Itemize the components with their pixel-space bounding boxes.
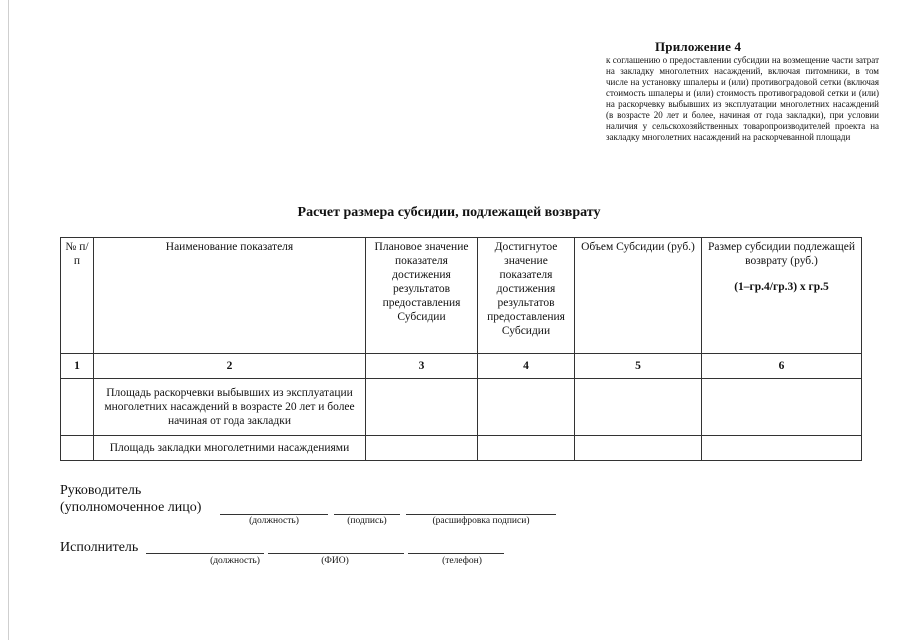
- appendix-title: Приложение 4: [655, 39, 742, 54]
- table-cell: [575, 379, 702, 436]
- table-cell: [61, 379, 94, 436]
- header-cell-refund-amount: [702, 238, 862, 354]
- row-indicator-name: Площадь раскорчевки выбывших из эксплуатации многолетних насаждений в возрасте 20 лет и более начиная от года закладки: [94, 379, 366, 436]
- header-cell-planned-value: Плановое значение показателя достижения результатов предоставления Субсидии: [366, 238, 478, 354]
- row-indicator-name: Площадь закладки многолетними насаждениями: [94, 436, 366, 461]
- column-number: 4: [478, 354, 575, 379]
- column-number: 1: [61, 354, 94, 379]
- head-caption-name: (расшифровка подписи): [432, 516, 530, 526]
- executor-caption-phone: (телефон): [442, 556, 482, 566]
- column-number: 2: [94, 354, 366, 379]
- table-row: [61, 379, 862, 436]
- column-number: 3: [366, 354, 478, 379]
- head-signature-line: [334, 514, 400, 515]
- appendix-note: к соглашению о предоставлении субсидии на возмещение части затрат на закладку многолетних насаждений, включая питомники, в том числе на установку шпалеры и (или) противоградовой сетки (включая стоимость шпалеры и (или) стоимость противоградовой сетки и (или) на раскорчевку выбывших из эксплуатации многолетних насаждений (в возрасте 20 лет и более, начиная от года закладки), при условии наличия у сельскохозяйственных товаропроизводителей проекта на закладку многолетних насаждений на раскорчеванной площади: [606, 55, 879, 142]
- table-header-row: [61, 238, 862, 354]
- executor-label: Исполнитель: [60, 540, 139, 555]
- head-name-line: [406, 514, 556, 515]
- table-cell: [366, 436, 478, 461]
- refund-amount-label: Размер субсидии подлежащей возврату (руб.): [707, 241, 855, 267]
- head-caption-signature: (подпись): [347, 516, 387, 526]
- page-edge-line: [8, 0, 9, 640]
- table-cell: [478, 436, 575, 461]
- head-label: Руководитель: [60, 483, 142, 498]
- table-cell: [61, 436, 94, 461]
- refund-formula: (1–гр.4/гр.3) х гр.5: [734, 281, 829, 293]
- table-cell: [702, 436, 862, 461]
- table-cell: [702, 379, 862, 436]
- header-cell-indicator-name: Наименование показателя: [94, 238, 366, 354]
- head-caption-position: (должность): [249, 516, 299, 526]
- header-cell-number: № п/п: [61, 238, 94, 354]
- header-cell-achieved-value: Достигнутое значение показателя достижения результатов предоставления Субсидии: [478, 238, 575, 354]
- head-label-authorized: (уполномоченное лицо): [60, 500, 202, 515]
- document-title: Расчет размера субсидии, подлежащей возврату: [297, 205, 601, 220]
- table-row: [61, 436, 862, 461]
- header-cell-subsidy-volume: Объем Субсидии (руб.): [575, 238, 702, 354]
- subsidy-table: [60, 237, 862, 461]
- executor-phone-line: [408, 553, 504, 554]
- column-number: 5: [575, 354, 702, 379]
- column-number-row: [61, 354, 862, 379]
- executor-caption-fio: (ФИО): [321, 556, 349, 566]
- executor-position-line: [146, 553, 264, 554]
- table-cell: [478, 379, 575, 436]
- column-number: 6: [702, 354, 862, 379]
- head-position-line: [220, 514, 328, 515]
- executor-caption-position: (должность): [210, 556, 260, 566]
- executor-fio-line: [268, 553, 404, 554]
- table-cell: [366, 379, 478, 436]
- table-cell: [575, 436, 702, 461]
